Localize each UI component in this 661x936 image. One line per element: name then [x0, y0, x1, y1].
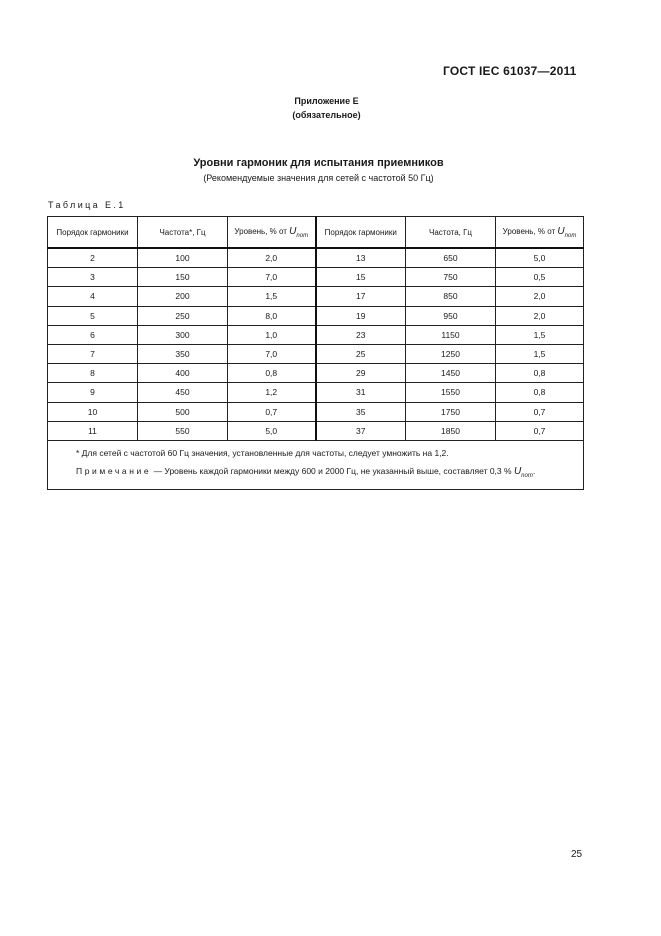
table-row [48, 344, 584, 363]
cell: 1450 [406, 364, 496, 383]
cell: 2,0 [496, 287, 584, 306]
cell: 550 [138, 421, 228, 440]
table-row [48, 421, 584, 440]
cell: 2,0 [496, 306, 584, 325]
cell: 2 [48, 248, 138, 268]
cell: 250 [138, 306, 228, 325]
cell: 9 [48, 383, 138, 402]
cell: 5 [48, 306, 138, 325]
document-code: ГОСТ IEC 61037—2011 [443, 64, 577, 78]
cell: 6 [48, 325, 138, 344]
table-row [48, 268, 584, 287]
cell: 37 [316, 421, 406, 440]
column-header-frequency-2: Частота, Гц [406, 217, 496, 249]
cell: 1,5 [496, 325, 584, 344]
cell: 35 [316, 402, 406, 421]
table-row [48, 287, 584, 306]
cell: 1,0 [228, 325, 316, 344]
cell: 0,7 [228, 402, 316, 421]
cell: 0,7 [496, 421, 584, 440]
column-header-level-2: Уровень, % от $U_{nom}$ [496, 217, 584, 249]
cell: 7,0 [228, 268, 316, 287]
cell: 10 [48, 402, 138, 421]
column-header-order-2: Порядок гармоники [316, 217, 406, 249]
note-label: Примечание [76, 465, 152, 476]
cell: 950 [406, 306, 496, 325]
cell: 350 [138, 344, 228, 363]
cell: 500 [138, 402, 228, 421]
cell: 1150 [406, 325, 496, 344]
cell: 0,8 [228, 364, 316, 383]
cell: 1750 [406, 402, 496, 421]
annex-title: Приложение Е [294, 96, 359, 106]
harmonics-table [47, 216, 584, 490]
cell: 29 [316, 364, 406, 383]
column-header-order: Порядок гармоники [48, 217, 138, 249]
cell: 100 [138, 248, 228, 268]
cell: 17 [316, 287, 406, 306]
cell: 650 [406, 248, 496, 268]
page-number: 25 [571, 849, 583, 860]
cell: 13 [316, 248, 406, 268]
footnote: * Для сетей с частотой 60 Гц значения, установленные для частоты, следует умножить на 1,2. [76, 447, 449, 458]
cell: 750 [406, 268, 496, 287]
annex-heading [0, 94, 661, 122]
cell: 0,8 [496, 383, 584, 402]
cell: 1850 [406, 421, 496, 440]
cell: 4 [48, 287, 138, 306]
cell: 8 [48, 364, 138, 383]
table-row [48, 402, 584, 421]
table-row [48, 325, 584, 344]
cell: 11 [48, 421, 138, 440]
cell: 2,0 [228, 248, 316, 268]
cell: 7,0 [228, 344, 316, 363]
cell: 3 [48, 268, 138, 287]
cell: 8,0 [228, 306, 316, 325]
column-header-level: Уровень, % от $U_{nom}$ [228, 217, 316, 249]
cell: 23 [316, 325, 406, 344]
cell: 150 [138, 268, 228, 287]
cell: 1,2 [228, 383, 316, 402]
column-header-frequency: Частота*, Гц [138, 217, 228, 249]
table-row [48, 248, 584, 268]
note: Примечание — Уровень каждой гармоники между 600 и 2000 Гц, не указанный выше, составляет 0,3 % $U_{nom}$. [76, 465, 536, 479]
table-header-row [48, 217, 584, 249]
cell: 450 [138, 383, 228, 402]
cell: 0,8 [496, 364, 584, 383]
cell: 5,0 [228, 421, 316, 440]
table-subtitle: (Рекомендуемые значения для сетей с частотой 50 Гц) [203, 173, 434, 183]
note-text: — Уровень каждой гармоники между 600 и 2000 Гц, не указанный выше, составляет 0,3 % [151, 465, 514, 476]
cell: 25 [316, 344, 406, 363]
cell: 1,5 [228, 287, 316, 306]
cell: 19 [316, 306, 406, 325]
table-row [48, 364, 584, 383]
cell: 5,0 [496, 248, 584, 268]
cell: 850 [406, 287, 496, 306]
cell: 1,5 [496, 344, 584, 363]
cell: 0,5 [496, 268, 584, 287]
table-label: Таблица Е.1 [48, 200, 126, 210]
cell: 0,7 [496, 402, 584, 421]
cell: 15 [316, 268, 406, 287]
table-row [48, 383, 584, 402]
table-notes-row [48, 440, 584, 489]
cell: 300 [138, 325, 228, 344]
table-row [48, 306, 584, 325]
annex-status: (обязательное) [292, 110, 361, 120]
cell: 400 [138, 364, 228, 383]
cell: 31 [316, 383, 406, 402]
cell: 7 [48, 344, 138, 363]
table-title: Уровни гармоник для испытания приемников [193, 157, 444, 169]
cell: 200 [138, 287, 228, 306]
cell: 1550 [406, 383, 496, 402]
cell: 1250 [406, 344, 496, 363]
table-notes [48, 440, 584, 489]
